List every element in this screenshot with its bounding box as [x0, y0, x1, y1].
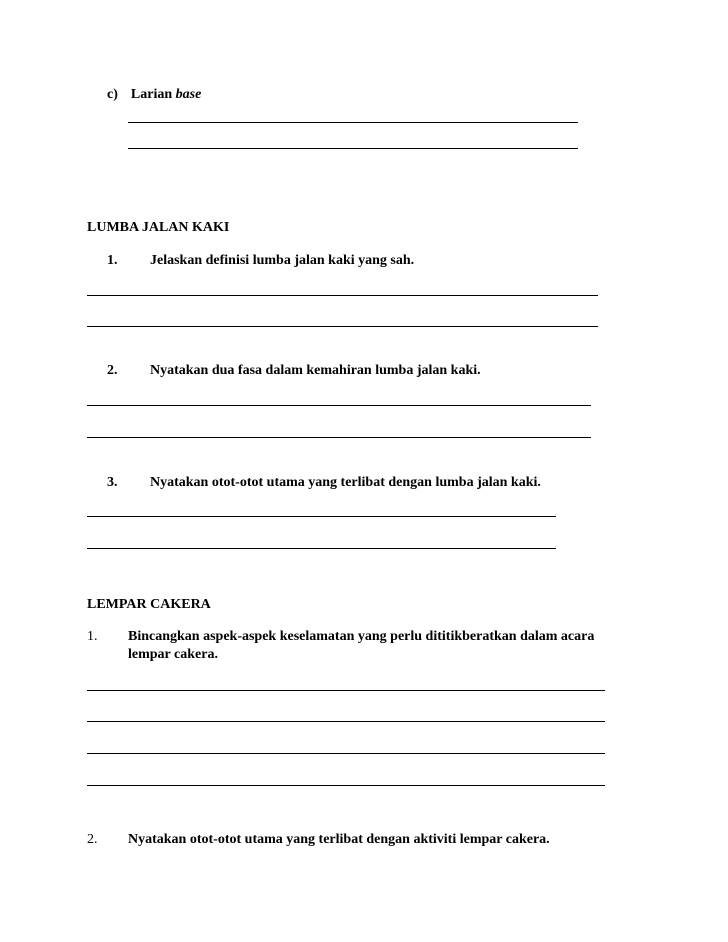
answer-line[interactable] — [87, 405, 591, 406]
section-title-lumba-jalan-kaki: LUMBA JALAN KAKI — [87, 220, 230, 235]
answer-line[interactable] — [87, 690, 605, 691]
question-text: Nyatakan otot-otot utama yang terlibat dengan lumba jalan kaki. — [150, 475, 541, 490]
question-text: Jelaskan definisi lumba jalan kaki yang sah. — [150, 253, 415, 268]
question-number: 1. — [87, 629, 98, 644]
answer-line[interactable] — [128, 122, 578, 123]
answer-line[interactable] — [87, 437, 591, 438]
question-number: 1. — [107, 253, 118, 268]
question-text-line-1: Bincangkan aspek-aspek keselamatan yang perlu dititikberatkan dalam acara — [128, 629, 595, 644]
answer-line[interactable] — [87, 548, 556, 549]
part-c-label: Larian — [130, 87, 173, 102]
question-text: Nyatakan otot-otot utama yang terlibat dengan aktiviti lempar cakera. — [128, 832, 550, 847]
answer-line[interactable] — [87, 785, 605, 786]
answer-line[interactable] — [128, 148, 578, 149]
answer-line[interactable] — [87, 753, 605, 754]
part-c-label-italic: base — [175, 87, 202, 102]
question-number: 3. — [107, 475, 118, 490]
answer-line[interactable] — [87, 326, 598, 327]
answer-line[interactable] — [87, 516, 556, 517]
section-title-lempar-cakera: LEMPAR CAKERA — [87, 597, 211, 612]
part-c-marker: c) — [107, 87, 118, 102]
question-number: 2. — [87, 832, 98, 847]
question-text: Nyatakan dua fasa dalam kemahiran lumba jalan kaki. — [150, 363, 481, 378]
answer-line[interactable] — [87, 295, 598, 296]
part-c-heading — [107, 87, 201, 103]
answer-line[interactable] — [87, 721, 605, 722]
question-text-line-2: lempar cakera. — [128, 647, 218, 662]
question-number: 2. — [107, 363, 118, 378]
